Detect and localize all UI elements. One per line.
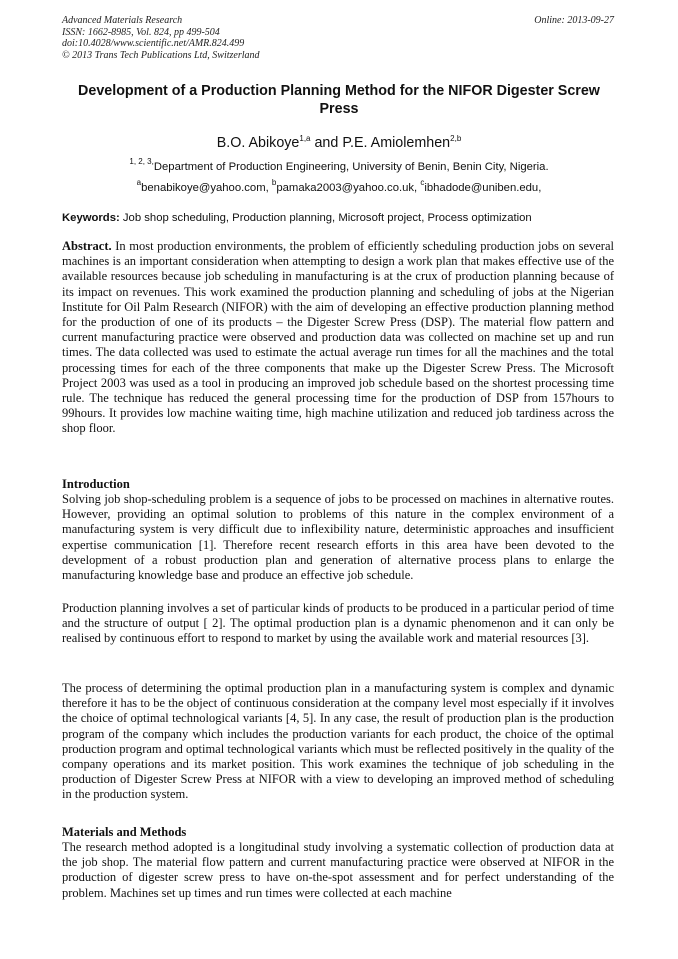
- email-b-sup: b: [271, 178, 277, 187]
- journal-meta: [62, 15, 260, 61]
- abstract-label: Abstract.: [62, 239, 112, 253]
- author-connector: and: [310, 135, 343, 151]
- doi[interactable]: doi:10.4028/www.scientific.net/AMR.824.499: [62, 38, 245, 49]
- author-line: [62, 134, 616, 152]
- author-2: P.E. Amiolemhen: [342, 135, 451, 151]
- online-date: Online: 2013-09-27: [534, 15, 614, 26]
- abstract-text: In most production environments, the problem of efficiently scheduling production jobs on several machines is an important consideration when attempting to design a work plan that makes effective use of the available resources because job scheduling in manufacturing is at the crux of production planning because of its impact on revenues. This work examined the production planning and scheduling of jobs at the Nigerian Institute for Oil Palm Research (NIFOR) with the aim of developing an effective production planning method for the production of one of its products – the Digester Screw Press (DSP). The material flow pattern and current manufacturing practice were observed and production data was collected on machine set up and run times. The data collected was used to estimate the actual average run times for all the machines and the total processing times for each of the three components that make up the Digester Screw Press. The Microsoft Project 2003 was used as a tool in producing an improved job schedule based on the shortest processing time rule. The technique has reduced the general processing time for the production of DSP from 157hours to 99hours. It provides low machine waiting time, high machine utilization and reduced job tardiness across the shop floor.: [62, 239, 614, 436]
- author-2-sup: 2,b: [450, 134, 462, 143]
- copyright: © 2013 Trans Tech Publications Ltd, Switzerland: [62, 49, 260, 61]
- methods-heading: Materials and Methods: [62, 825, 187, 839]
- methods-paragraph-1: The research method adopted is a longitudinal study involving a systematic collection of production data at the job shop. The material flow pattern and current manufacturing practice were observed at NIFOR in the production of digester screw press to have on-the-spot assessment and for perfect understanding of the problem. Machines set up times and run times were collected at each machine: [62, 840, 614, 900]
- email-b[interactable]: pamaka2003@yahoo.co.uk,: [276, 182, 421, 194]
- keywords: [62, 211, 616, 225]
- author-1-sup: 1,a: [299, 134, 311, 143]
- email-c-sup: c: [420, 178, 425, 187]
- email-line: [62, 178, 616, 195]
- journal-name: Advanced Materials Research: [62, 15, 183, 26]
- intro-paragraph-2: Production planning involves a set of particular kinds of products to be produced in a particular period of time and the structure of output [ 2]. The optimal production plan is a dynamic phenomenon and it can only be realised by continuous effort to respond to market by using the available work and material resources [3].: [62, 601, 614, 646]
- keywords-text: Job shop scheduling, Production planning, Microsoft project, Process optimization: [119, 212, 532, 224]
- email-c[interactable]: ibhadode@uniben.edu,: [424, 182, 542, 194]
- intro-paragraph-3: The process of determining the optimal production plan in a manufacturing system is complex and dynamic therefore it has to be the object of continuous consideration at the company level most especially if it involves the choice of optimal technological variants [4, 5]. In any case, the result of production plan is the production program of the company which includes the production variants for each product, the choice of the optimal production program and optimal technological variants which must be reflected positively in the quality of the company operations and its market position. This work examines the technique of job scheduling in the production of Digester Screw Press at NIFOR with a view to developing an improved method of scheduling in the production system.: [62, 681, 614, 802]
- affiliation-text: Department of Production Engineering, University of Benin, Benin City, Nigeria.: [153, 161, 549, 173]
- keywords-label: Keywords:: [62, 212, 120, 224]
- issn-volume: ISSN: 1662-8985, Vol. 824, pp 499-504: [62, 26, 220, 38]
- author-1: B.O. Abikoye: [216, 135, 300, 151]
- introduction-heading: Introduction: [62, 477, 130, 491]
- abstract: [62, 239, 614, 437]
- affiliation: [62, 157, 616, 174]
- intro-paragraph-1: Solving job shop-scheduling problem is a sequence of jobs to be processed on machines in alternative routes. However, providing an optimal solution to problems of this nature in the complex environment of a manufacturing system is very difficult due to inflexibility nature, deterministic approaches and insufficient expertise communication [1]. Therefore recent research efforts in this area have been devoted to the development of a robust production plan and generation of alternative process plans to enlarge the manufacturing knowledge base and produce an effective job schedule.: [62, 492, 614, 583]
- email-a-sup: a: [136, 178, 142, 187]
- email-a[interactable]: benabikoye@yahoo.com,: [141, 182, 272, 194]
- paper-title: Development of a Production Planning Method for the NIFOR Digester Screw Press: [78, 83, 600, 117]
- affiliation-sup: 1, 2, 3,: [129, 157, 154, 166]
